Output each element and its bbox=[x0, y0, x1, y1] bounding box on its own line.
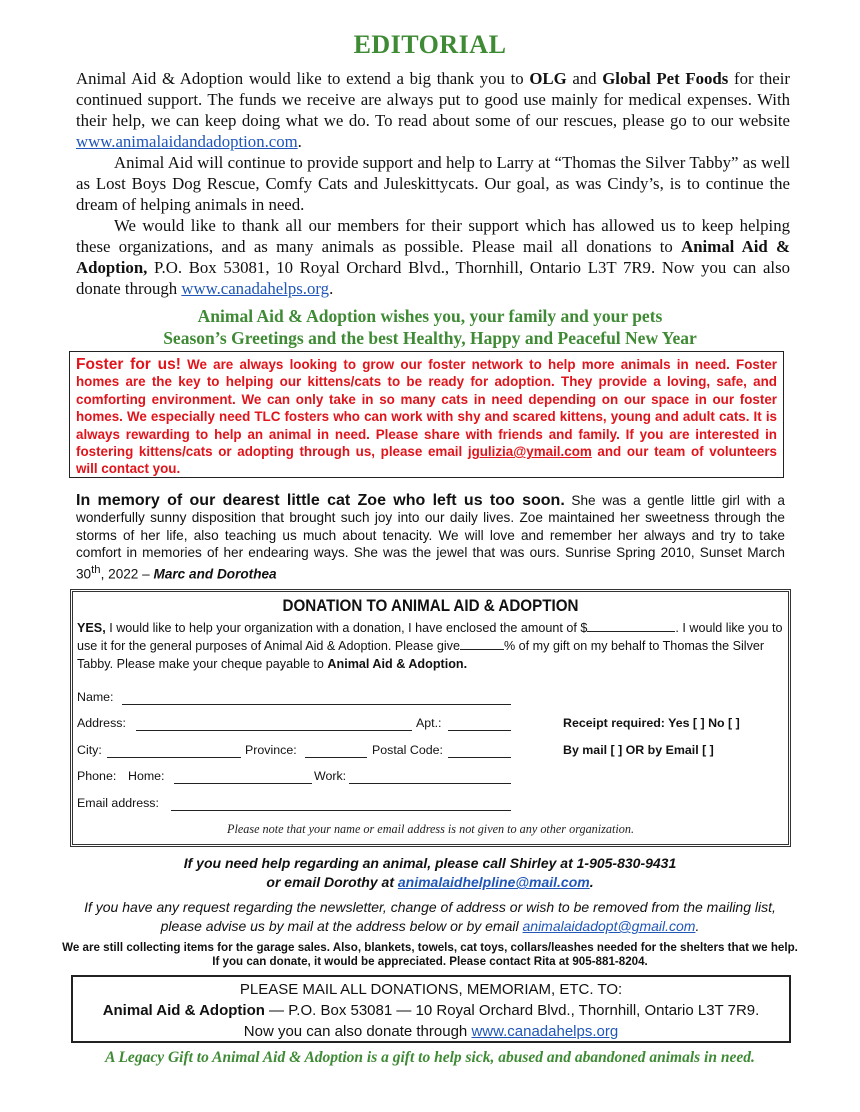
season-greetings bbox=[60, 305, 800, 349]
work-label: Work: bbox=[314, 769, 347, 783]
memorial-signature: Marc and Dorothea bbox=[153, 566, 277, 582]
work-phone-field[interactable] bbox=[349, 783, 511, 784]
sponsor-global-pet-foods: Global Pet Foods bbox=[602, 69, 729, 88]
apt-label: Apt.: bbox=[416, 716, 442, 730]
foster-box bbox=[69, 351, 784, 478]
newsletter-line-2: please advise us by mail at the address below or by email animalaidadopt@gmail.com. bbox=[160, 918, 700, 934]
page-title: EDITORIAL bbox=[353, 30, 507, 59]
mailbox-donate: Now you can also donate through www.canadahelps.org bbox=[243, 1023, 619, 1040]
canadahelps-link[interactable]: www.canadahelps.org bbox=[181, 279, 330, 298]
mailbox-heading: PLEASE MAIL ALL DONATIONS, MEMORIAM, ETC. TO: bbox=[239, 981, 623, 998]
newsletter-notice bbox=[40, 898, 820, 936]
foster-body: We are always looking to grow our foster network to help more animals in need. Foster homes are the key to helping our kittens/cats to be ready for adoption. They provide a loving, safe, and comforting environment. We can only take in so many cats in need depending on our space in our foster homes. We especially need TLC fosters who can work with shy and scared kittens, young and adult cats. It is always rewarding to help an animal in need. Please share with friends and family. If you are interested in fostering kittens/cats or adopting through us, please email bbox=[76, 357, 777, 460]
editorial-paragraph-2: Animal Aid will continue to provide support and help to Larry at “Thomas the Silver Tabby” as well as Lost Boys Dog Rescue, Comfy Cats and Juleskittycats. Our goal, as was Cindy’s, is to continue the dream of helping animals in need. bbox=[76, 153, 790, 214]
receipt-delivery[interactable]: By mail [ ] OR by Email [ ] bbox=[563, 743, 714, 757]
foster-heading: Foster for us! bbox=[76, 356, 181, 373]
donation-form bbox=[70, 589, 791, 847]
greetings-line-2: Season’s Greetings and the best Healthy, Happy and Peaceful New Year bbox=[163, 328, 697, 348]
email-label: Email address: bbox=[77, 796, 159, 810]
mailing-address-box bbox=[71, 975, 791, 1043]
donation-intro: YES, I would like to help your organization with a donation, I have enclosed the amount of $ . I would like you to use it for the general purposes of Animal Aid & Adoption. Please give % of my gift on my behalf to Thomas the Silver Tabby. Please make your cheque payable to Animal Aid & Adoption. bbox=[77, 621, 783, 671]
newsletter-email-link[interactable]: animalaidadopt@gmail.com bbox=[522, 918, 696, 934]
foster-email-link[interactable]: jgulizia@ymail.com bbox=[467, 444, 592, 460]
name-field[interactable] bbox=[122, 704, 511, 705]
memorial-heading: In memory of our dearest little cat Zoe who left us too soon. bbox=[76, 492, 565, 509]
sponsor-olg: OLG bbox=[529, 69, 567, 88]
phone-label: Phone: bbox=[77, 769, 117, 783]
privacy-note: Please note that your name or email address is not given to any other organization. bbox=[227, 822, 634, 836]
help-line-1: If you need help regarding an animal, please call Shirley at 1-905-830-9431 bbox=[183, 855, 677, 871]
mailbox-canadahelps-link[interactable]: www.canadahelps.org bbox=[471, 1023, 619, 1040]
province-field[interactable] bbox=[305, 757, 367, 758]
home-phone-field[interactable] bbox=[174, 783, 312, 784]
org-name: Animal Aid & Adoption, bbox=[76, 237, 790, 277]
donation-percent-field[interactable] bbox=[460, 637, 504, 650]
city-label: City: bbox=[77, 743, 102, 757]
memorial-text: In memory of our dearest little cat Zoe who left us too soon. She was a gentle little girl with a wonderfully sunny disposition that brought such joy into our daily lives. Zoe maintained her sweetness through the storms of her life, also teaching us much about tenacity. We will love and remember her always and try to take comfort in memories of her endearing ways. She was the jewel that was ours. Sunrise Spring 2010, Sunset March 30th, 2022 – Marc and Dorothea bbox=[76, 492, 785, 582]
helpline-email-link[interactable]: animalaidhelpline@mail.com bbox=[397, 874, 590, 890]
legacy-gift-tagline: A Legacy Gift to Animal Aid & Adoption is a gift to help sick, abused and abandoned animals in need. bbox=[105, 1049, 755, 1066]
city-field[interactable] bbox=[107, 757, 241, 758]
apt-field[interactable] bbox=[448, 730, 511, 731]
website-link[interactable]: www.animalaidandadoption.com bbox=[76, 132, 298, 151]
postal-code-label: Postal Code: bbox=[372, 743, 443, 757]
email-field[interactable] bbox=[171, 810, 511, 811]
help-contact bbox=[0, 854, 860, 892]
newsletter-line-1: If you have any request regarding the newsletter, change of address or wish to be removed from the mailing list, bbox=[84, 899, 776, 915]
name-label: Name: bbox=[77, 690, 114, 704]
editorial-paragraph-1: Animal Aid & Adoption would like to extend a big thank you to OLG and Global Pet Foods for their continued support. The funds we receive are always put to good use mainly for medical expenses. With their help, we can keep doing what we do. To read about some of our rescues, please go to our website www.animalaidandadoption.com. bbox=[76, 69, 790, 151]
mailbox-address: Animal Aid & Adoption — P.O. Box 53081 — 10 Royal Orchard Blvd., Thornhill, Ontario L3T 7R9. bbox=[102, 1002, 760, 1019]
editorial-paragraph-3: We would like to thank all our members for their support which has allowed us to keep helping these organizations, and as many animals as possible. Please mail all donations to Animal Aid & Adoption, P.O. Box 53081, 10 Royal Orchard Blvd., Thornhill, Ontario L3T 7R9. Now you can also donate through www.canadahelps.org. bbox=[76, 216, 790, 298]
editorial-body bbox=[76, 68, 790, 299]
memorial-sup: th bbox=[91, 563, 101, 576]
receipt-required[interactable]: Receipt required: Yes [ ] No [ ] bbox=[563, 716, 740, 730]
address-field[interactable] bbox=[136, 730, 412, 731]
greetings-line-1: Animal Aid & Adoption wishes you, your family and your pets bbox=[197, 306, 663, 326]
memorial-body: She was a gentle little girl with a wonderfully sunny disposition that brought such joy into our daily lives. Zoe maintained her sweetness through the storms of her life, also teaching us much about tenacity. We will love and remember her always and try to take comfort in memories of her endearing ways. She was the jewel that was ours. Sunrise Spring 2010, Sunset March 30 bbox=[76, 493, 785, 582]
donation-amount-field[interactable] bbox=[587, 619, 675, 632]
address-label: Address: bbox=[77, 716, 126, 730]
garage-sale-notice: We are still collecting items for the garage sales. Also, blankets, towels, cat toys, collars/leashes needed for the shelters that we help. If you can donate, it would be appreciated. Please contact Rita at 905-881-8204. bbox=[62, 941, 798, 968]
cheque-payee: Animal Aid & Adoption. bbox=[327, 657, 468, 671]
home-label: Home: bbox=[128, 769, 165, 783]
donation-title: DONATION TO ANIMAL AID & ADOPTION bbox=[282, 597, 579, 615]
postal-code-field[interactable] bbox=[448, 757, 511, 758]
foster-tail: and our team of volunteers will contact you. bbox=[76, 444, 777, 477]
help-line-2: or email Dorothy at animalaidhelpline@mail.com. bbox=[266, 874, 594, 890]
province-label: Province: bbox=[245, 743, 297, 757]
